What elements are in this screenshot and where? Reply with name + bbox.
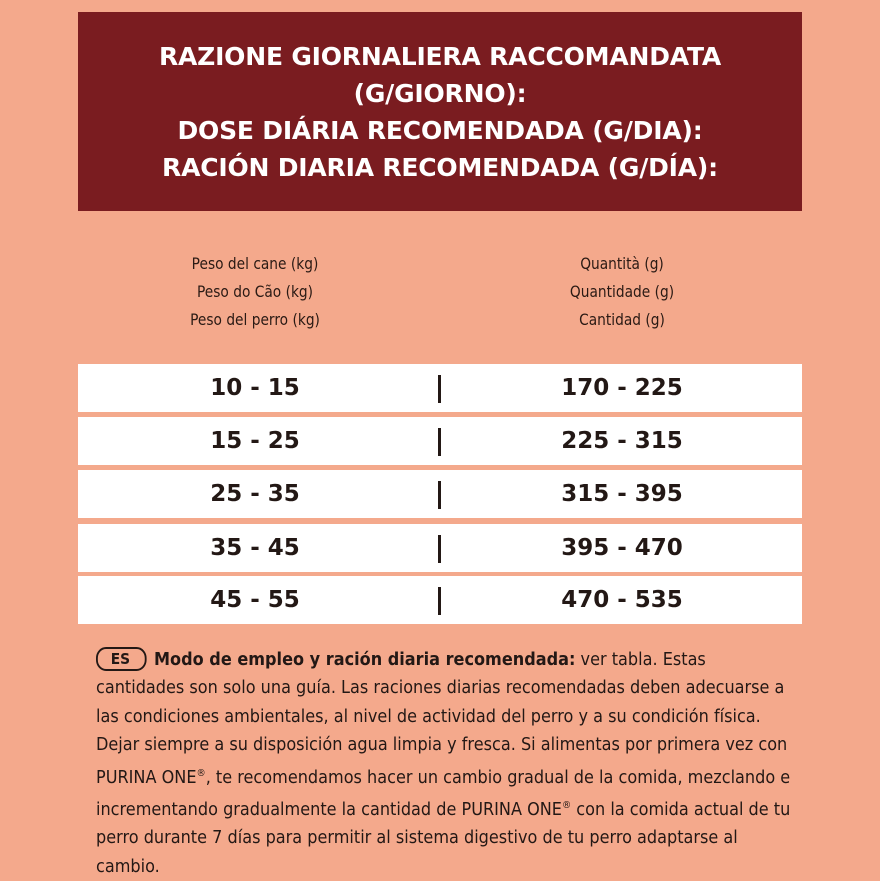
table-row bbox=[78, 364, 802, 412]
instructions-text-1: ver tabla. Estas cantidades son solo una guía. Las raciones diarias recomendadas deben adecuarse a las condiciones ambientales, al nivel de actividad del perro y a su condición física. Dejar siempre a su disposición agua limpia y fresca. Si alimentas por primera vez con PURINA ONE bbox=[96, 650, 788, 788]
column-divider bbox=[438, 535, 441, 563]
banner-title-es: RACIÓN DIARIA RECOMENDADA (G/DÍA): bbox=[162, 152, 718, 182]
weight-cell: 25 - 35 bbox=[210, 481, 300, 507]
weight-cell: 10 - 15 bbox=[210, 375, 300, 401]
instructions-text-2: , te recomendamos hacer un cambio gradual de la comida, mezclando e incrementando gradualmente la cantidad de PURINA ONE bbox=[96, 767, 791, 821]
instructions-heading: Modo de empleo y ración diaria recomendada: bbox=[154, 650, 576, 670]
column-divider bbox=[438, 428, 441, 456]
table-headers bbox=[0, 250, 880, 340]
banner-title-it-1: RAZIONE GIORNALIERA RACCOMANDATA bbox=[158, 41, 722, 71]
instructions-text-3: con la comida actual de tu perro durante 7 días para permitir al sistema digestivo de tu perro adaptarse al cambio. bbox=[96, 800, 791, 877]
title-banner bbox=[78, 12, 802, 211]
amount-cell: 315 - 395 bbox=[561, 481, 683, 507]
column-divider bbox=[438, 481, 441, 509]
weight-cell: 35 - 45 bbox=[210, 535, 300, 561]
quantity-header-pt: Quantidade (g) bbox=[569, 282, 675, 301]
table-row bbox=[78, 417, 802, 465]
amount-cell: 395 - 470 bbox=[561, 535, 683, 561]
usage-instructions bbox=[96, 646, 795, 881]
table-row bbox=[78, 524, 802, 572]
quantity-header-it: Quantità (g) bbox=[580, 254, 664, 273]
weight-header-es: Peso del perro (kg) bbox=[190, 310, 320, 329]
weight-cell: 15 - 25 bbox=[210, 428, 300, 454]
banner-title-pt: DOSE DIÁRIA RECOMENDADA (G/DIA): bbox=[177, 115, 703, 145]
weight-cell: 45 - 55 bbox=[210, 587, 300, 613]
table-row bbox=[78, 576, 802, 624]
language-badge: ES bbox=[96, 647, 147, 671]
weight-header-it: Peso del cane (kg) bbox=[191, 254, 319, 273]
weight-header bbox=[165, 250, 346, 334]
column-divider bbox=[438, 375, 441, 403]
registered-mark: ® bbox=[561, 800, 572, 812]
quantity-header bbox=[532, 250, 713, 334]
amount-cell: 225 - 315 bbox=[561, 428, 683, 454]
weight-header-pt: Peso do Cão (kg) bbox=[196, 282, 314, 301]
registered-mark: ® bbox=[196, 767, 206, 779]
column-divider bbox=[438, 587, 441, 615]
table-row bbox=[78, 470, 802, 518]
quantity-header-es: Cantidad (g) bbox=[579, 310, 665, 329]
banner-title-it-2: (G/GIORNO): bbox=[353, 78, 527, 108]
amount-cell: 170 - 225 bbox=[561, 375, 683, 401]
amount-cell: 470 - 535 bbox=[561, 587, 683, 613]
